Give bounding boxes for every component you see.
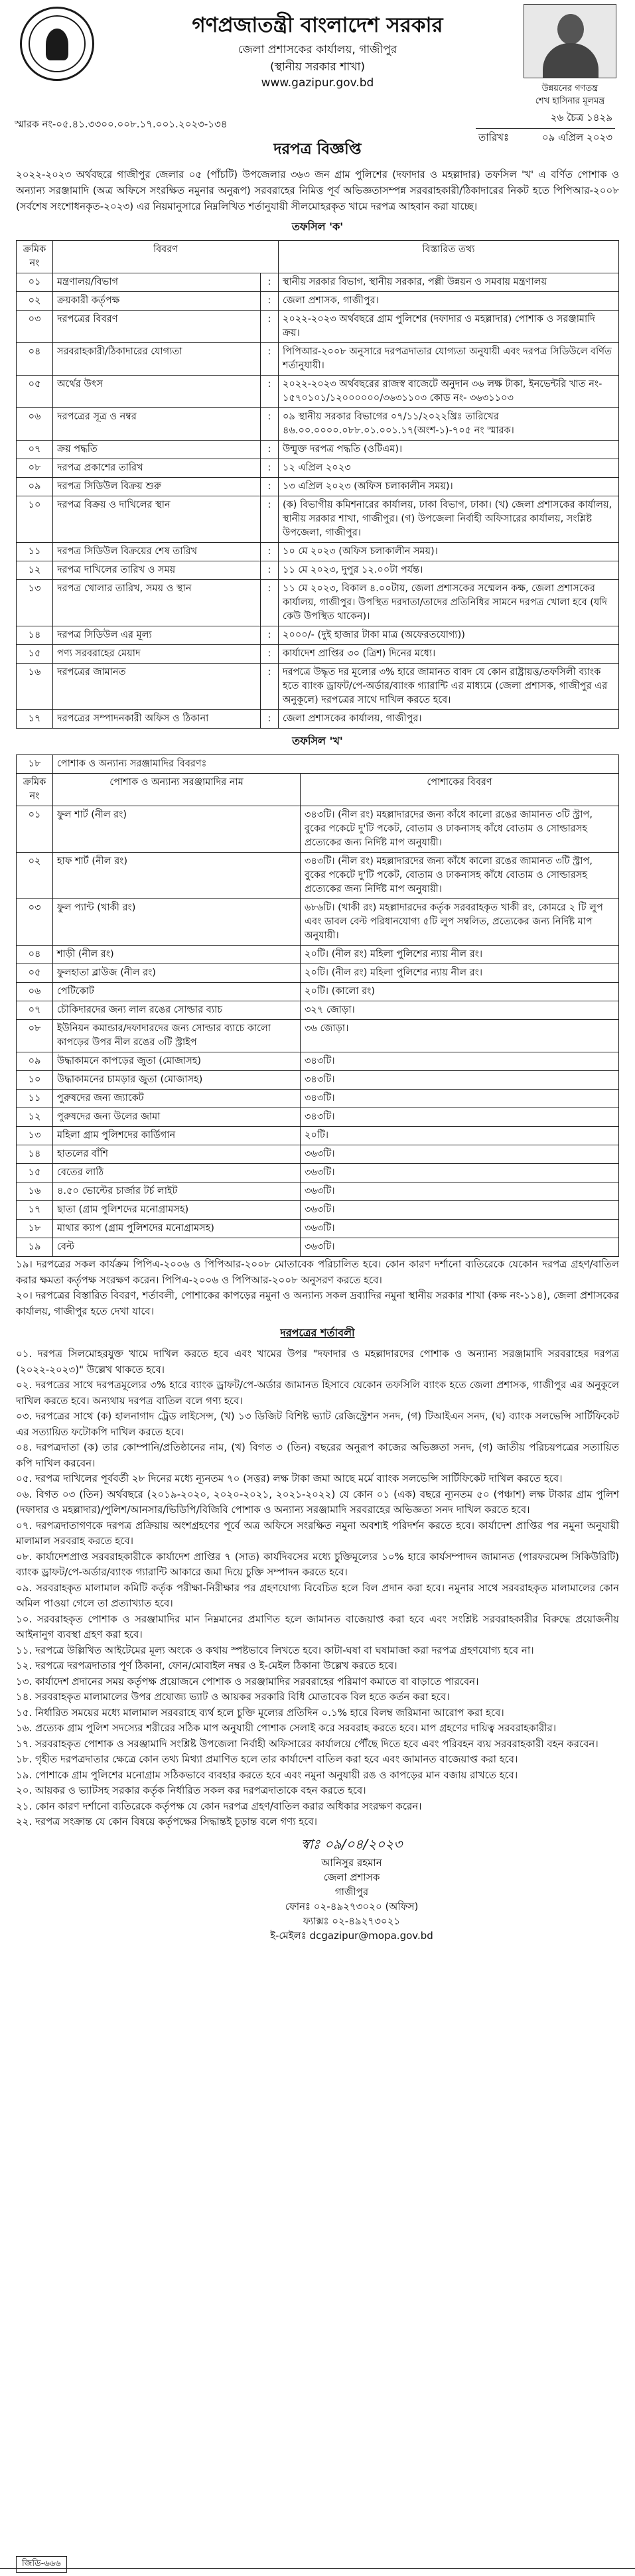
table-row [17,478,619,496]
row-label: দরপত্র সিডিউল এর মূল্য [53,626,261,645]
row-colon: : [261,292,279,311]
item-desc: ৩৪৩টি। [301,1071,619,1090]
conditions-title: দরপত্রের শর্তাবলী [280,1326,355,1339]
item-name: ছাতা (গ্রাম পুলিশদের মনোগ্রামসহ) [53,1201,301,1220]
table-row [17,964,619,983]
row-value: ১২ এপ্রিল ২০২৩ [279,459,619,478]
item-desc: ৩৪৩টি। [301,1090,619,1108]
table-row [17,311,619,343]
portrait-caption-2: শেখ হাসিনার মূলমন্ত্র [535,96,605,106]
footer-id: জিডি-৬৬৬ [16,2556,67,2573]
condition-item: ০৬. বিগত ০৩ (তিন) অর্থবছরে (২০১৯-২০২০, ২০২০-২০২১, ২০২১-২০২২) যে কোন ০১ (এক) বছরে ন্যূনতম ৫০ (পঞ্চাশ) লক্ষ টাকার গ্রাম পুলিশ (দফাদার ও মহল্লাদার)/পুলিশ/আনসার/ভিডিপি/বিজিবি পোশাক ও অন্যান্য সরঞ্জামাদি সরবরাহের অভিজ্ঞতা সনদ দাখিল করতে হবে। [16,1488,619,1516]
row-label: সরবরাহকারী/ঠিকাদারের যোগ্যতা [53,343,261,376]
row-value: ১১ মে ২০২৩, দুপুর ১২.০০টা পর্যন্ত। [279,561,619,580]
row-serial: ১৩ [17,580,53,626]
condition-item: ১১. দরপত্রে উল্লিখিত আইটেমের মূল্য অংকে ও কথায় স্পষ্টভাবে লিখতে হবে। কাটা-ঘষা বা ঘষামাজা করা দরপত্র গ্রহণযোগ্য হবে না। [16,1644,534,1656]
kha-col-name: পোশাক ও অন্যান্য সরঞ্জামাদির নাম [53,774,301,806]
row-label: ক্রয়কারী কর্তৃপক্ষ [53,292,261,311]
item-name: শাড়ী (নীল রং) [53,946,301,964]
row-label: দরপত্রের সম্পাদনকারী অফিস ও ঠিকানা [53,710,261,729]
item-name: বেল্ট [53,1238,301,1257]
table-row [17,1201,619,1220]
row-value: স্থানীয় সরকার বিভাগ, স্থানীয় সরকার, পল্লী উন্নয়ন ও সমবায় মন্ত্রণালয় [279,273,619,292]
col-serial: ক্রমিক নং [17,241,53,273]
signature-area [252,1837,451,1943]
row-value: (ক) বিভাগীয় কমিশনারের কার্যালয়, ঢাকা বিভাগ, ঢাকা। (খ) জেলা প্রশাসকের কার্যালয়, স্থানীয় সরকার শাখা, গাজীপুর। (গ) উপজেলা নির্বাহী অফিসারের কার্যালয়, সংশ্লিষ্ট উপজেলা, গাজীপুর। [279,496,619,543]
item-name: ফুলহাতা ব্লাউজ (নীল রং) [53,964,301,983]
table-row [17,710,619,729]
row-serial: ০৩ [17,311,53,343]
item-desc: ৩৬৩টি। [301,1145,619,1164]
table-row [17,441,619,459]
row-colon: : [261,441,279,459]
condition-item: ১০. সরবরাহকৃত পোশাক ও সরঞ্জামাদির মান নিম্নমানের প্রমাণিত হলে জামানত বাজেয়াপ্ত করা হবে এবং সংশ্লিষ্ট সরবরাহকারীর বিরুদ্ধে প্রয়োজনীয় আইনানুগ ব্যবস্থা গ্রহণ করা হবে। [16,1612,619,1640]
table-row [17,459,619,478]
signatory-email[interactable]: ই-মেইলঃ dcgazipur@mopa.gov.bd [270,1929,433,1942]
item-serial: ১৯ [17,1238,53,1257]
signature-date: ০৯/০৪/২০২৩ [324,1835,403,1852]
row-serial: ০৭ [17,441,53,459]
item-name: পুরুষদের জন্য জ্যাকেট [53,1090,301,1108]
row-serial: ০৬ [17,408,53,441]
item-desc: ৩৪৩টি। [301,1052,619,1071]
table-row [17,1127,619,1145]
row-serial: ১৫ [17,645,53,664]
condition-item: ২২. দরপত্র সংক্রান্ত যে কোন বিষয়ে কর্তৃপক্ষের সিদ্ধান্তই চূড়ান্ত বলে গণ্য হবে। [16,1816,318,1827]
item-serial: ১৭ [17,1201,53,1220]
item-serial: ১৩ [17,1127,53,1145]
table-row [17,1220,619,1238]
schedule-ka-table [16,240,619,729]
item-serial: ০২ [17,853,53,899]
notice-title: দরপত্র বিজ্ঞপ্তি [273,141,362,158]
row-value: পিপিআর-২০০৮ অনুসারে দরপত্রদাতার যোগ্যতা অনুযায়ী এবং দরপত্র সিডিউলে বর্ণিত শর্তানুযায়ী। [279,343,619,376]
item-name: পুরুষদের জন্য উলের জামা [53,1108,301,1127]
kha-caption-row [17,755,619,774]
item-desc: ২০টি। [301,1127,619,1145]
row-colon: : [261,645,279,664]
signatory-name: আনিসুর রহমান [321,1856,382,1869]
table-row [17,561,619,580]
row-colon: : [261,543,279,561]
row-serial: ১২ [17,561,53,580]
item-name: ফুল শার্ট (নীল রং) [53,806,301,853]
kha-notes [16,1257,619,1319]
row-value: উন্মুক্ত দরপত্র পদ্ধতি (ওটিএম)। [279,441,619,459]
condition-item: ২০. আয়কর ও ভ্যাটসহ সরকার কর্তৃক নির্ধারিত সকল কর দরপত্রদাতাকে বহন করতে হবে। [16,1784,366,1796]
table-row [17,664,619,710]
condition-item: ১৪. সরবরাহকৃত মালামালের উপর প্রযোজ্য ভ্যাট ও আয়কর সরকারি বিধি মোতাবেক বিল হতে কর্তন করা হবে। [16,1691,450,1703]
item-desc: ৩৪৩টি। (নীল রং) মহল্লাদারদের জন্য কাঁধে কালো রঙের জামানত ৩টি স্ট্রাপ, বুকের পকেটে দু'টি পকেট, বোতাম ও ঢাকনাসহ কাঁধে বোতাম ও সোল্ডারসহ প্রত্যেকের জন্য নির্দিষ্ট মাপ অনুযায়ী। [301,853,619,899]
item-name: উদ্ধাকামনের চামড়ার জুতা (মোজাসহ) [53,1071,301,1090]
row-label: দরপত্র খোলার তারিখ, সময় ও স্থান [53,580,261,626]
item-serial: ০৫ [17,964,53,983]
item-desc: ৬৮৬টি। (খাকী রং) মহল্লাদারদের কর্তৃক সরবরাহকৃত খাকী রং, কোমরে ২ টি লুপ এবং ডাবল বেল্ট পরিধানযোগ্য ৫টি লুপ সম্বলিত, প্রত্যেকের জন্য নির্দিষ্ট মাপ অনুযায়ী। [301,899,619,946]
condition-item: ১৯. পোশাকে গ্রাম পুলিশের মনোগ্রাম সঠিকভাবে ব্যবহার করতে হবে এবং নমুনা অনুযায়ী রঙ ও কাপড়ের মান বজায় রাখতে হবে। [16,1768,518,1781]
table-row [17,1020,619,1052]
item-name: পেটিকোট [53,983,301,1001]
table-row [17,292,619,311]
condition-item: ১৮. গৃহীত দরপত্রদাতার ক্ষেত্রে কোন তথ্য মিথ্যা প্রমাণিত হলে তার কার্যাদেশ বাতিল করা হবে এবং জামানত বাজেয়াপ্ত করা হবে। [16,1753,518,1765]
col-description: বিবরণ [53,241,279,273]
row-colon: : [261,343,279,376]
branch-name: (স্থানীয় সরকার শাখা) [269,60,366,74]
table-row [17,408,619,441]
table-row [17,806,619,853]
row-colon: : [261,376,279,408]
table-row [17,645,619,664]
table-row [17,1052,619,1071]
row-value: জেলা প্রশাসক, গাজীপুর। [279,292,619,311]
signatory-location: গাজীপুর [334,1885,369,1898]
row-serial: ০৮ [17,459,53,478]
row-label: দরপত্রের সূত্র ও নম্বর [53,408,261,441]
date-box [476,109,615,148]
row-value: ২০২২-২০২৩ অর্থবছরে গ্রাম পুলিশের (দফাদার ও মহল্লাদার) পোশাক ও সরঞ্জামাদি ক্রয়। [279,311,619,343]
row-label: দরপত্রের বিবরণ [53,311,261,343]
condition-item: ০৩. দরপত্রের সাথে (ক) হালনাগাদ ট্রেড লাইসেন্স, (খ) ১৩ ডিজিট বিশিষ্ট ভ্যাট রেজিস্ট্রেশন সনদ, (গ) টিআইএন সনদ, (ঘ) ব্যাংক সলভেন্সি সার্টিফিকেট এর সত্যায়িত ফটোকপি দাখিল করতে হবে। [16,1410,619,1438]
schedule-ka-body [17,273,619,729]
row-value: ১০ মে ২০২৩ (অফিস চলাকালীন সময়)। [279,543,619,561]
item-desc: ৩৬৩টি। [301,1164,619,1182]
table-row [17,1108,619,1127]
row-colon: : [261,459,279,478]
row-colon: : [261,408,279,441]
signature-block [0,1837,635,1963]
row-colon: : [261,311,279,343]
item-serial: ১০ [17,1071,53,1090]
table-row [17,273,619,292]
item-serial: ০৮ [17,1020,53,1052]
row-colon: : [261,478,279,496]
table-row [17,580,619,626]
row-label: পণ্য সরবরাহের মেয়াদ [53,645,261,664]
row-colon: : [261,561,279,580]
row-colon: : [261,496,279,543]
item-desc: ৩৬৩টি। [301,1220,619,1238]
table-row [17,543,619,561]
schedule-ka-tag: তফসিল 'ক' [291,220,344,233]
row-serial: ১৬ [17,664,53,710]
bottom-rule [0,2568,635,2569]
item-name: হাফ শার্ট (নীল রং) [53,853,301,899]
row-colon: : [261,273,279,292]
row-serial: ০৯ [17,478,53,496]
row-label: মন্ত্রণালয়/বিভাগ [53,273,261,292]
table-row [17,343,619,376]
condition-item: ০২. দরপত্রের সাথে দরপত্রমূল্যের ৩% হারে ব্যাংক ড্রাফট/পে-অর্ডার জামানত হিসাবে যেকোন তফসিলি ব্যাংক হতে জেলা প্রশাসক, গাজীপুর এর অনুকূলে দাখিল করতে হবে। অন্যথায় দরপত্র বাতিল বলে গণ্য হবে। [16,1379,619,1407]
item-desc: ৩৪৩টি। [301,1108,619,1127]
condition-item: ০৭. দরপত্রদাতাগণকে দরপত্র প্রক্রিয়ায় অংশগ্রহণের পূর্বে অত্র অফিসে সংরক্ষিত নমুনা অবশ্যই পরিদর্শন করতে হবে। কার্যাদেশ প্রাপ্তির পর নমুনা অনুযায়ী মালামাল সরবরাহ করতে হবে। [16,1519,619,1547]
row-label: দরপত্র বিক্রয় ও দাখিলের স্থান [53,496,261,543]
row-label: অর্থের উৎস [53,376,261,408]
table-row [17,1145,619,1164]
signatory-phone: ফোনঃ ০২-৪৯২৭৩০২০ (অফিস) [285,1900,419,1912]
row-serial: ১৪ [17,626,53,645]
date-bangla: ২৬ চৈত্র ১৪২৯ [476,109,615,129]
signature-scribble [252,1837,451,1855]
row-serial: ১১ [17,543,53,561]
condition-item: ০১. দরপত্র সিলমোহরযুক্ত খামে দাখিল করতে হবে এবং খামের উপর "দফাদার ও মহল্লাদারদের পোশাক ও অন্যান্য সরঞ্জামাদি সরবরাহের দরপত্র (২০২২-২০২৩)" উল্লেখ থাকতে হবে। [16,1348,619,1376]
table-row [17,626,619,645]
item-name: মাথার ক্যাপ (গ্রাম পুলিশদের মনোগ্রামসহ) [53,1220,301,1238]
row-serial: ০৪ [17,343,53,376]
row-value: ২০২২-২০২৩ অর্থবছরের রাজস্ব বাজেটে অনুদান ৩৬ লক্ষ টাকা, ইনভেন্টরি খাত নং- ১৫৭০১০১/১২০০০০০০/৩৬৩১১০৩ কোড নং- ৩৬৩১১০৩ [279,376,619,408]
col-details: বিস্তারিত তথ্য [279,241,619,273]
row-label: দরপত্রের জামানত [53,664,261,710]
condition-item: ০৮. কার্যাদেশপ্রাপ্ত সরবরাহকারীকে কার্যাদেশ প্রাপ্তির ৭ (সাত) কার্যদিবসের মধ্যে চুক্তিমূল্যের ১০% হারে কার্যসম্পাদন জামানত (পারফরমেন্স সিকিউরিটি) ব্যাংক ড্রাফট/পে-অর্ডার/ব্যাংক গ্যারান্টি আকারে জমা দিয়ে চুক্তি সম্পাদন করতে হবে। [16,1550,619,1578]
kha-caption-serial: ১৮ [17,755,53,774]
kha-col-serial: ক্রমিক নং [17,774,53,806]
row-label: দরপত্র সিডিউল বিক্রয় শুরু [53,478,261,496]
kha-caption: পোশাক ও অন্যান্য সরঞ্জামাদির বিবরণঃ [53,755,619,774]
condition-item: ২১. কোন কারণ দর্শানো ব্যতিরেকে কর্তৃপক্ষ যে কোন দরপত্র গ্রহণ/বাতিল করার অধিকার সংরক্ষণ করেন। [16,1800,422,1812]
item-serial: ১১ [17,1090,53,1108]
condition-item: ০৪. দরপত্রদাতা (ক) তার কোম্পানি/প্রতিষ্ঠানের নাম, (খ) বিগত ৩ (তিন) বছরের অনুরূপ কাজের অভিজ্ঞতা সনদ, (গ) জাতীয় পরিচয়পত্রের সত্যায়িত কপি দাখিল করবেন। [16,1441,619,1469]
item-name: মহিলা গ্রাম পুলিশদের কার্ডিগান [53,1127,301,1145]
table-row [17,1238,619,1257]
row-colon: : [261,710,279,729]
condition-item: ০৯. সরবরাহকৃত মালামাল কমিটি কর্তৃক পরীক্ষা-নিরীক্ষার পর গ্রহণযোগ্য বিবেচিত হলে বিল প্রদান করা হবে। নমুনার সাথে সরবরাহকৃত মালামালের কোন অমিল পাওয়া গেলে তা প্রত্যাখ্যাত হবে। [16,1581,619,1609]
item-serial: ১৬ [17,1182,53,1201]
condition-item: ১৩. কার্যাদেশ প্রদানের সময় কর্তৃপক্ষ প্রয়োজনে পোশাক ও সরঞ্জামাদির সরবরাহের পরিমাণ কমাতে বা বাড়াতে পারবেন। [16,1675,479,1687]
item-serial: ০৩ [17,899,53,946]
row-serial: ১০ [17,496,53,543]
item-serial: ০৭ [17,1001,53,1020]
table-row [17,1071,619,1090]
row-serial: ০২ [17,292,53,311]
item-serial: ১৪ [17,1145,53,1164]
conditions-list [16,1346,619,1830]
date-english: ০৯ এপ্রিল ২০২৩ [541,131,612,143]
table-row [17,496,619,543]
note-item: ১৯। দরপত্রের সকল কার্যক্রম পিপিএ-২০০৬ ও পিপিআর-২০০৮ মোতাবেক পরিচালিত হবে। কোন কারণ দর্শানো ব্যতিরেকে যেকোন দরপত্র গ্রহণ/বাতিল করার ক্ষমতা কর্তৃপক্ষ সংরক্ষণ করেন। পিপিএ-২০০৬ ও পিপিআর-২০০৮ অনুসরণ করতে হবে। [16,1258,619,1286]
condition-item: ১২. দরপত্রে দরপত্রদাতার পূর্ণ ঠিকানা, ফোন/মোবাইল নম্বর ও ই-মেইল ঠিকানা উল্লেখ করতে হবে। [16,1660,397,1672]
kha-col-desc: পোশাকের বিবরণ [301,774,619,806]
row-serial: ০১ [17,273,53,292]
date-row [476,129,615,148]
item-desc: ৩৬ জোড়া। [301,1020,619,1052]
condition-item: ১৬. প্রত্যেক গ্রাম পুলিশ সদস্যের শরীরের সঠিক মাপ অনুযায়ী পোশাক সেলাই করে সরবরাহ করতে হবে। মাপ গ্রহণের দায়িত্ব সরবরাহকারীর। [16,1722,557,1734]
date-label: তারিখঃ [478,131,509,143]
table-row [17,1182,619,1201]
item-name: বেতের লাঠি [53,1164,301,1182]
table-row [17,1164,619,1182]
signatory-designation: জেলা প্রশাসক [323,1871,380,1883]
row-value: ১১ মে ২০২৩, বিকাল ৪.০০টায়, জেলা প্রশাসকের সম্মেলন কক্ষ, জেলা প্রশাসকের কার্যালয়, গাজীপুর। উপস্থিত দরদাতা/তাদের প্রতিনিধির সামনে দরপত্র খোলা হবে (যদি কেউ উপস্থিত থাকেন)। [279,580,619,626]
item-name: উদ্ধাকামনে কাপড়ের জুতা (মোজাসহ) [53,1052,301,1071]
table-row [17,376,619,408]
row-value: ১৩ এপ্রিল ২০২৩ (অফিস চলাকালীন সময়)। [279,478,619,496]
row-value: ২০০০/- (দুই হাজার টাকা মাত্র (অফেরতযোগ্য)) [279,626,619,645]
condition-item: ০৫. দরপত্র দাখিলের পূর্ববর্তী ২৮ দিনের মধ্যে ন্যূনতম ৭০ (সত্তর) লক্ষ টাকা জমা আছে মর্মে ব্যাংক সলভেন্সি সার্টিফিকেট দাখিল করতে হবে। [16,1472,563,1484]
row-label: দরপত্র দাখিলের তারিখ ও সময় [53,561,261,580]
memo-number: স্মারক নং-০৫.৪১.৩৩০০.০০৮.১৭.০০১.২০২৩-১৩৪ [15,118,228,130]
intro-paragraph: ২০২২-২০২৩ অর্থবছরে গাজীপুর জেলার ০৫ (পাঁচটি) উপজেলার ৩৬৩ জন গ্রাম পুলিশের (দফাদার ও মহল্লাদার) তফসিল 'খ' এ বর্ণিত পোশাক ও অন্যান্য সরঞ্জামাদি (অত্র অফিসে সংরক্ষিত নমুনার অনুরূপ) সরবরাহের নিমিত্ত পূর্ব অভিজ্ঞতাসম্পন্ন সরবরাহকারী/ঠিকাদারের নিকট হতে পিপিআর-২০০৮ (সর্বশেষ সংশোধনকৃত-২০২৩) এর নিয়মানুসারে নিম্নলিখিত শর্তানুযায়ী সীলমোহরকৃত খামে দরপত্র আহবান করা যাচ্ছে। [16,169,619,212]
item-serial: ০৪ [17,946,53,964]
item-serial: ০১ [17,806,53,853]
item-name: ৪.৫০ ভোল্টের চার্জার টর্চ লাইট [53,1182,301,1201]
signatory-fax: ফ্যাক্সঃ ০২-৪৯২৭৩০২১ [303,1914,401,1927]
item-desc: ৩৬৩টি। [301,1238,619,1257]
portrait-image [524,4,616,78]
row-label: দরপত্র সিডিউল বিক্রয়ের শেষ তারিখ [53,543,261,561]
row-value: কার্যাদেশ প্রাপ্তির ৩০ (ত্রিশ) দিনের মধ্যে। [279,645,619,664]
table-row [17,899,619,946]
signature-mark: স্বাঃ [301,1835,320,1852]
item-serial: ০৯ [17,1052,53,1071]
govt-title: গণপ্রজাতন্ত্রী বাংলাদেশ সরকার [192,13,443,37]
item-name: ইউনিয়ন কমান্ডার/দফাদারদের জন্য সোল্ডার ব্যাচে কালো কাপড়ের উপর নীল রঙের ৩টি স্ট্রাইপ [53,1020,301,1052]
row-label: ক্রয় পদ্ধতি [53,441,261,459]
item-desc: ২০টি। (নীল রং) মহিলা পুলিশের ন্যায় নীল রং। [301,964,619,983]
note-item: ২০। দরপত্রের বিস্তারিত বিবরণ, শর্তাবলী, পোশাকের কাপড়ের নমুনা ও অন্যান্য সকল দ্রব্যাদির নমুনা স্থানীয় সরকার শাখা (কক্ষ নং-১১৪), জেলা প্রশাসকের কার্যালয়, গাজীপুর হতে দেখা যাবে। [16,1289,619,1317]
item-desc: ৩২৭ জোড়া। [301,1001,619,1020]
item-name: হাতলের বাঁশি [53,1145,301,1164]
row-colon: : [261,626,279,645]
item-name: চৌকিদারদের জন্য লাল রঙের সোল্ডার ব্যাচ [53,1001,301,1020]
row-label: দরপত্র প্রকাশের তারিখ [53,459,261,478]
table-row [17,1001,619,1020]
table-row [17,853,619,899]
table-row [17,946,619,964]
table-header-row [17,241,619,273]
item-serial: ১৮ [17,1220,53,1238]
portrait-head [557,14,584,44]
schedule-kha-table [16,754,619,1257]
office-name: জেলা প্রশাসকের কার্যালয়, গাজীপুর [238,43,397,56]
kha-header-row [17,774,619,806]
item-desc: ২০টি। (নীল রং) মহিলা পুলিশের ন্যায় নীল রং। [301,946,619,964]
item-name: ফুল প্যান্ট (খাকী রং) [53,899,301,946]
row-value: দরপত্রে উদ্ধৃত দর মূল্যের ৩% হারে জামানত বাবদ যে কোন রাষ্ট্রায়ত্ত/তফসিলী ব্যাংক হতে ব্যাংক ড্রাফট/পে-অর্ডার/ব্যাংক গ্যারান্টি এর মাধ্যমে (জেলা প্রশাসক, গাজীপুর এর অনুকূলে) দরপত্রের সাথে দাখিল করতে হবে। [279,664,619,710]
row-colon: : [261,580,279,626]
item-serial: ০৬ [17,983,53,1001]
item-serial: ১২ [17,1108,53,1127]
item-desc: ৩৬৩টি। [301,1182,619,1201]
table-row [17,983,619,1001]
portrait-body [543,43,599,78]
table-row [17,1090,619,1108]
item-desc: ৩৬৩টি। [301,1201,619,1220]
portrait-caption-1: উন্নয়নের গণতন্ত্র [541,84,599,94]
condition-item: ১৫. নির্ধারিত সময়ের মধ্যে মালামাল সরবরাহে ব্যর্থ হলে চুক্তি মূল্যের প্রতিদিন ০.১% হারে বিলম্ব জরিমানা আরোপ করা হবে। [16,1706,504,1719]
item-desc: ৩৪৩টি। (নীল রং) মহল্লাদারদের জন্য কাঁধে কালো রঙের জামানত ৩টি স্ট্রাপ, বুকের পকেটে দু'টি পকেট, বোতাম ও ঢাকনাসহ কাঁধে বোতাম ও সোল্ডারসহ প্রত্যেকের জন্য নির্দিষ্ট মাপ অনুযায়ী। [301,806,619,853]
website-link[interactable]: www.gazipur.gov.bd [261,76,374,90]
row-serial: ১৭ [17,710,53,729]
item-desc: ২০টি। (কালো রং) [301,983,619,1001]
row-serial: ০৫ [17,376,53,408]
schedule-kha-tag: তফসিল 'খ' [292,735,343,747]
item-serial: ১৫ [17,1164,53,1182]
condition-item: ১৭. সরবরাহকৃত পোশাক ও সরঞ্জামাদি সংশ্লিষ্ট উপজেলা নির্বাহী অফিসারের কার্যালয়ে পৌঁছে দিতে হবে এবং পরিবহন ব্যয় সরবরাহকারী বহন করবেন। [16,1737,599,1750]
row-colon: : [261,664,279,710]
header [0,0,635,143]
schedule-kha-body [17,755,619,1257]
row-value: জেলা প্রশাসকের কার্যালয়, গাজীপুর। [279,710,619,729]
row-value: ০৯ স্থানীয় সরকার বিভাগের ০৭/১১/২০২২খ্রিঃ তারিখের ৪৬.০০.০০০০.০৮৮.০১.০০১.১৭(অংশ-১)-৭০৫ নং স্মারক। [279,408,619,441]
